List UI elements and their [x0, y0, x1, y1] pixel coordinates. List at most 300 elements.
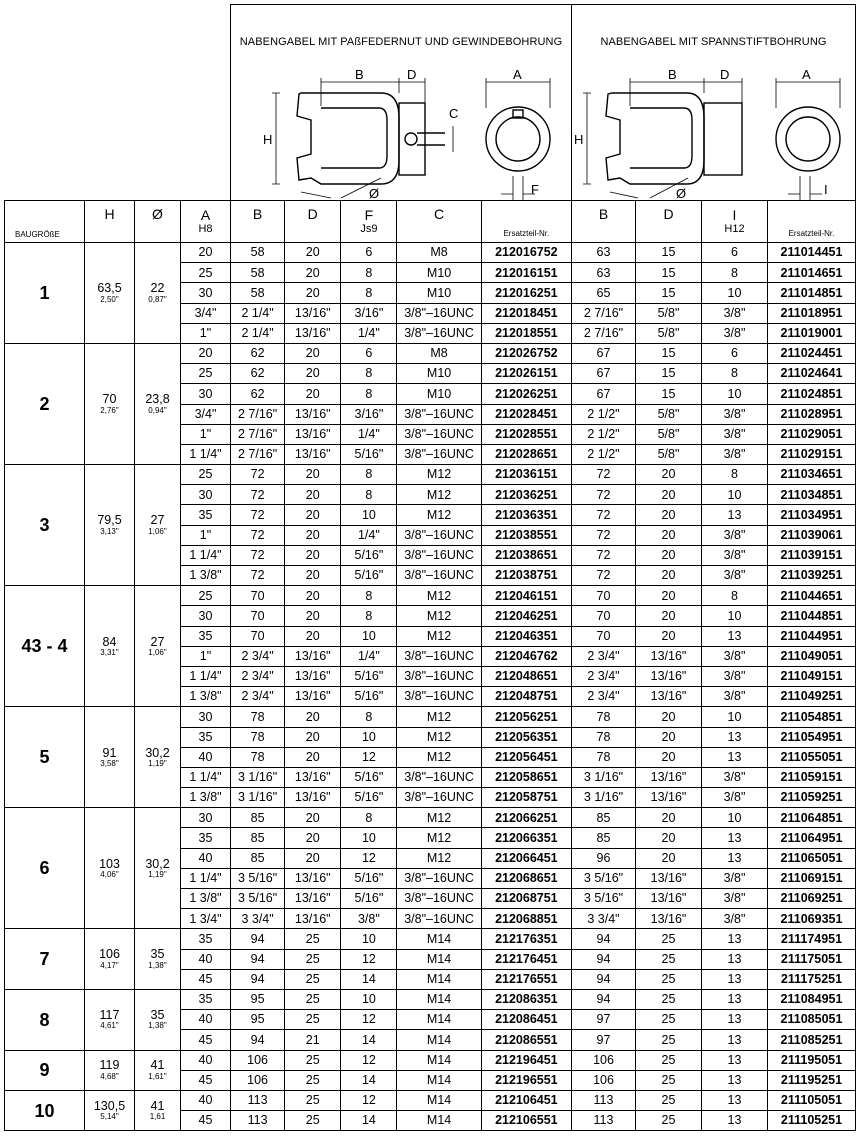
- cell-a: 1 1/4": [181, 767, 231, 787]
- cell-f: 8: [341, 384, 397, 404]
- cell-part-no-left: 212046251: [481, 606, 571, 626]
- cell-b: 58: [231, 283, 285, 303]
- cell-part-no-right: 211059251: [768, 788, 856, 808]
- cell-b2: 72: [572, 505, 636, 525]
- cell-c: M12: [397, 727, 481, 747]
- cell-d: 20: [285, 545, 341, 565]
- phi-cell: [135, 243, 181, 344]
- cell-d: 13/16": [285, 424, 341, 444]
- cell-d: 13/16": [285, 767, 341, 787]
- phi-cell-inch: 1,06": [148, 526, 167, 536]
- cell-b2: 113: [572, 1111, 636, 1131]
- cell-b: 94: [231, 969, 285, 989]
- cell-d: 13/16": [285, 323, 341, 343]
- cell-d: 20: [285, 848, 341, 868]
- figure-row: [5, 5, 856, 201]
- size-cell: 5: [5, 707, 85, 808]
- cell-a: 30: [181, 707, 231, 727]
- cell-part-no-left: 212068751: [481, 889, 571, 909]
- cell-b: 72: [231, 525, 285, 545]
- phi-cell-inch: 1,61": [148, 1071, 167, 1081]
- cell-d2: 20: [636, 747, 702, 767]
- cell-i: 13: [702, 848, 768, 868]
- phi-cell-inch: 1,38": [148, 1021, 167, 1031]
- cell-a: 40: [181, 1010, 231, 1030]
- cell-b: 58: [231, 263, 285, 283]
- cell-c: M14: [397, 969, 481, 989]
- cell-a: 3/4": [181, 303, 231, 323]
- cell-d: 13/16": [285, 909, 341, 929]
- cell-i: 10: [702, 283, 768, 303]
- h-cell-mm: 84: [102, 634, 117, 649]
- cell-a: 35: [181, 828, 231, 848]
- cell-i: 3/8": [702, 404, 768, 424]
- cell-a: 35: [181, 727, 231, 747]
- cell-f: 5/16": [341, 545, 397, 565]
- cell-d: 25: [285, 989, 341, 1009]
- cell-a: 45: [181, 1030, 231, 1050]
- cell-d2: 25: [636, 1090, 702, 1110]
- cell-b2: 106: [572, 1070, 636, 1090]
- h-cell-inch: 3,13": [100, 526, 119, 536]
- cell-b: 72: [231, 505, 285, 525]
- cell-part-no-right: 211029151: [768, 444, 856, 464]
- cell-c: M14: [397, 1030, 481, 1050]
- cell-b2: 94: [572, 929, 636, 949]
- cell-f: 14: [341, 969, 397, 989]
- cell-b2: 3 3/4": [572, 909, 636, 929]
- cell-part-no-left: 212176351: [481, 929, 571, 949]
- cell-b: 72: [231, 566, 285, 586]
- cell-f: 5/16": [341, 868, 397, 888]
- cell-part-no-right: 211069151: [768, 868, 856, 888]
- cell-part-no-right: 211084951: [768, 989, 856, 1009]
- cell-c: M12: [397, 586, 481, 606]
- cell-d: 20: [285, 283, 341, 303]
- cell-d: 20: [285, 586, 341, 606]
- cell-d2: 20: [636, 505, 702, 525]
- cell-d: 20: [285, 525, 341, 545]
- cell-d2: 15: [636, 384, 702, 404]
- h-cell: [85, 586, 135, 707]
- cell-part-no-left: 212028551: [481, 424, 571, 444]
- cell-part-no-left: 212106451: [481, 1090, 571, 1110]
- cell-c: M14: [397, 1090, 481, 1110]
- phi-cell-mm: 22: [150, 281, 165, 296]
- cell-d: 25: [285, 1070, 341, 1090]
- cell-a: 25: [181, 263, 231, 283]
- cell-b2: 63: [572, 263, 636, 283]
- cell-f: 10: [341, 989, 397, 1009]
- label-D: D: [407, 67, 417, 82]
- cell-b: 72: [231, 465, 285, 485]
- cell-i: 13: [702, 989, 768, 1009]
- cell-part-no-right: 211024641: [768, 364, 856, 384]
- cell-part-no-left: 212056451: [481, 747, 571, 767]
- label-phi-right: Ø: [676, 186, 687, 200]
- cell-a: 35: [181, 505, 231, 525]
- cell-d: 20: [285, 626, 341, 646]
- h-cell-inch: 3,31": [100, 648, 119, 657]
- cell-d: 13/16": [285, 404, 341, 424]
- cell-b2: 70: [572, 626, 636, 646]
- cell-b2: 106: [572, 1050, 636, 1070]
- cell-d2: 20: [636, 707, 702, 727]
- cell-d: 13/16": [285, 646, 341, 666]
- table-row: [5, 465, 856, 485]
- h-cell-mm: 91: [102, 745, 117, 760]
- cell-i: 6: [702, 243, 768, 263]
- cell-d2: 15: [636, 364, 702, 384]
- cell-i: 13: [702, 1111, 768, 1131]
- cell-part-no-left: 212068851: [481, 909, 571, 929]
- cell-d2: 15: [636, 263, 702, 283]
- cell-i: 3/8": [702, 525, 768, 545]
- cell-d: 20: [285, 727, 341, 747]
- cell-b: 2 7/16": [231, 424, 285, 444]
- blank-corner: [5, 5, 231, 201]
- cell-f: 1/4": [341, 525, 397, 545]
- h-cell-inch: 4,68": [100, 1071, 119, 1081]
- header-I: I H12: [702, 201, 768, 243]
- cell-f: 3/8": [341, 909, 397, 929]
- cell-i: 8: [702, 586, 768, 606]
- cell-a: 20: [181, 243, 231, 263]
- cell-part-no-left: 212026151: [481, 364, 571, 384]
- cell-a: 1": [181, 646, 231, 666]
- cell-b: 62: [231, 364, 285, 384]
- cell-b2: 94: [572, 969, 636, 989]
- cell-f: 8: [341, 606, 397, 626]
- cell-b2: 72: [572, 566, 636, 586]
- label-I-right: I: [824, 182, 828, 197]
- cell-part-no-right: 211105251: [768, 1111, 856, 1131]
- cell-f: 5/16": [341, 666, 397, 686]
- cell-c: M8: [397, 343, 481, 363]
- phi-cell-mm: 27: [150, 513, 165, 528]
- cell-i: 10: [702, 384, 768, 404]
- cell-f: 6: [341, 343, 397, 363]
- cell-b: 62: [231, 343, 285, 363]
- cell-part-no-right: 211018951: [768, 303, 856, 323]
- cell-f: 12: [341, 1090, 397, 1110]
- cell-a: 1 1/4": [181, 545, 231, 565]
- cell-i: 13: [702, 828, 768, 848]
- cell-f: 12: [341, 949, 397, 969]
- cell-i: 3/8": [702, 788, 768, 808]
- cell-c: 3/8"–16UNC: [397, 666, 481, 686]
- cell-part-no-left: 212038551: [481, 525, 571, 545]
- cell-d2: 20: [636, 545, 702, 565]
- h-cell-mm: 106: [99, 947, 120, 962]
- cell-d: 20: [285, 505, 341, 525]
- cell-c: M14: [397, 1070, 481, 1090]
- cell-d2: 15: [636, 343, 702, 363]
- cell-b: 85: [231, 848, 285, 868]
- cell-a: 40: [181, 1050, 231, 1070]
- cell-b2: 78: [572, 747, 636, 767]
- cell-part-no-left: 212068651: [481, 868, 571, 888]
- cell-b: 3 3/4": [231, 909, 285, 929]
- cell-part-no-right: 211054851: [768, 707, 856, 727]
- cell-f: 8: [341, 586, 397, 606]
- label-A-right: A: [802, 67, 811, 82]
- cell-d: 13/16": [285, 788, 341, 808]
- cell-part-no-right: 211039251: [768, 566, 856, 586]
- cell-f: 10: [341, 929, 397, 949]
- cell-i: 3/8": [702, 323, 768, 343]
- cell-f: 8: [341, 364, 397, 384]
- label-B: B: [355, 67, 364, 82]
- cell-part-no-left: 212038751: [481, 566, 571, 586]
- cell-f: 5/16": [341, 687, 397, 707]
- cell-f: 10: [341, 727, 397, 747]
- header-baugroesse: BAUGRÖßE: [5, 201, 85, 243]
- phi-cell-inch: 1,06": [148, 648, 167, 657]
- cell-part-no-left: 212086451: [481, 1010, 571, 1030]
- cell-c: 3/8"–16UNC: [397, 525, 481, 545]
- cell-part-no-left: 212036351: [481, 505, 571, 525]
- table-row: [5, 243, 856, 263]
- cell-a: 40: [181, 848, 231, 868]
- cell-d2: 20: [636, 586, 702, 606]
- cell-a: 40: [181, 1090, 231, 1110]
- cell-b: 78: [231, 747, 285, 767]
- cell-b2: 2 1/2": [572, 424, 636, 444]
- phi-cell-mm: 30,2: [145, 856, 170, 871]
- cell-b: 3 1/16": [231, 788, 285, 808]
- h-cell-inch: 2,76": [100, 405, 119, 415]
- cell-c: M12: [397, 465, 481, 485]
- phi-cell: [135, 343, 181, 464]
- cell-d: 25: [285, 1111, 341, 1131]
- cell-b2: 97: [572, 1010, 636, 1030]
- cell-d2: 20: [636, 808, 702, 828]
- cell-part-no-right: 211049051: [768, 646, 856, 666]
- phi-cell-mm: 35: [150, 1007, 165, 1022]
- cell-b2: 65: [572, 283, 636, 303]
- cell-d2: 25: [636, 1070, 702, 1090]
- cell-part-no-right: 211039151: [768, 545, 856, 565]
- cell-b2: 70: [572, 586, 636, 606]
- cell-i: 13: [702, 505, 768, 525]
- h-cell-mm: 117: [99, 1007, 120, 1022]
- cell-part-no-left: 212176451: [481, 949, 571, 969]
- cell-part-no-right: 211049151: [768, 666, 856, 686]
- cell-c: M10: [397, 283, 481, 303]
- cell-d: 20: [285, 384, 341, 404]
- cell-part-no-right: 211175251: [768, 969, 856, 989]
- cell-b2: 94: [572, 949, 636, 969]
- cell-c: M14: [397, 949, 481, 969]
- cell-b2: 96: [572, 848, 636, 868]
- cell-part-no-right: 211059151: [768, 767, 856, 787]
- label-A: A: [513, 67, 522, 82]
- cell-b: 94: [231, 929, 285, 949]
- size-cell: 9: [5, 1050, 85, 1090]
- figure-right: [572, 5, 856, 201]
- h-cell-mm: 79,5: [97, 513, 122, 528]
- cell-b2: 72: [572, 545, 636, 565]
- cell-d: 20: [285, 606, 341, 626]
- cell-b2: 78: [572, 727, 636, 747]
- cell-part-no-left: 212028451: [481, 404, 571, 424]
- size-cell: 2: [5, 343, 85, 464]
- cell-b2: 67: [572, 364, 636, 384]
- cell-a: 45: [181, 1111, 231, 1131]
- cell-i: 13: [702, 626, 768, 646]
- spec-table: [4, 4, 856, 1131]
- cell-a: 30: [181, 384, 231, 404]
- cell-i: 13: [702, 1010, 768, 1030]
- cell-d: 20: [285, 707, 341, 727]
- phi-cell: [135, 929, 181, 990]
- phi-cell-inch: 1,19": [148, 870, 167, 880]
- cell-i: 3/8": [702, 646, 768, 666]
- cell-d2: 15: [636, 243, 702, 263]
- cell-d: 20: [285, 343, 341, 363]
- h-cell-mm: 63,5: [97, 281, 122, 296]
- header-ersatz-right: Ersatzteil-Nr.: [768, 201, 856, 243]
- cell-d: 25: [285, 1050, 341, 1070]
- cell-c: M10: [397, 364, 481, 384]
- cell-d: 13/16": [285, 444, 341, 464]
- cell-d2: 15: [636, 283, 702, 303]
- cell-d2: 25: [636, 949, 702, 969]
- phi-cell: [135, 989, 181, 1050]
- cell-b: 72: [231, 485, 285, 505]
- header-row: [5, 201, 856, 243]
- header-A: A H8: [181, 201, 231, 243]
- cell-d: 25: [285, 1090, 341, 1110]
- cell-part-no-right: 211044951: [768, 626, 856, 646]
- cell-part-no-right: 211105051: [768, 1090, 856, 1110]
- cell-b: 94: [231, 949, 285, 969]
- cell-c: 3/8"–16UNC: [397, 545, 481, 565]
- header-H: H: [85, 201, 135, 243]
- size-cell: 8: [5, 989, 85, 1050]
- cell-part-no-right: 211028951: [768, 404, 856, 424]
- h-cell: [85, 989, 135, 1050]
- cell-c: M12: [397, 707, 481, 727]
- cell-part-no-right: 211044651: [768, 586, 856, 606]
- cell-b: 70: [231, 586, 285, 606]
- cell-d: 20: [285, 828, 341, 848]
- cell-c: 3/8"–16UNC: [397, 687, 481, 707]
- cell-part-no-right: 211024451: [768, 343, 856, 363]
- cell-f: 8: [341, 707, 397, 727]
- cell-i: 3/8": [702, 566, 768, 586]
- cell-i: 13: [702, 1070, 768, 1090]
- cell-b: 3 5/16": [231, 889, 285, 909]
- phi-cell-mm: 41: [150, 1098, 165, 1113]
- cell-f: 3/16": [341, 404, 397, 424]
- cell-i: 10: [702, 707, 768, 727]
- cell-a: 1": [181, 323, 231, 343]
- cell-a: 1 3/8": [181, 889, 231, 909]
- h-cell: [85, 465, 135, 586]
- cell-f: 5/16": [341, 788, 397, 808]
- cell-d: 13/16": [285, 868, 341, 888]
- cell-f: 14: [341, 1111, 397, 1131]
- cell-part-no-left: 212016752: [481, 243, 571, 263]
- cell-d2: 5/8": [636, 424, 702, 444]
- cell-a: 45: [181, 969, 231, 989]
- cell-b: 58: [231, 243, 285, 263]
- cell-d: 25: [285, 929, 341, 949]
- cell-i: 3/8": [702, 767, 768, 787]
- cell-d: 20: [285, 364, 341, 384]
- cell-part-no-left: 212048651: [481, 666, 571, 686]
- cell-d: 20: [285, 808, 341, 828]
- cell-part-no-left: 212026251: [481, 384, 571, 404]
- phi-cell: [135, 707, 181, 808]
- cell-b2: 2 1/2": [572, 404, 636, 424]
- cell-b2: 2 7/16": [572, 303, 636, 323]
- cell-part-no-right: 211014651: [768, 263, 856, 283]
- cell-c: M12: [397, 808, 481, 828]
- cell-c: M14: [397, 1010, 481, 1030]
- cell-b2: 3 1/16": [572, 788, 636, 808]
- cell-d2: 20: [636, 727, 702, 747]
- cell-d2: 5/8": [636, 323, 702, 343]
- cell-d: 25: [285, 969, 341, 989]
- h-cell: [85, 243, 135, 344]
- cell-f: 6: [341, 243, 397, 263]
- cell-c: 3/8"–16UNC: [397, 909, 481, 929]
- cell-b: 95: [231, 989, 285, 1009]
- header-B: B: [231, 201, 285, 243]
- h-cell-inch: 4,06": [100, 870, 119, 880]
- header-D-right: D: [636, 201, 702, 243]
- phi-cell-inch: 0,87": [148, 294, 167, 304]
- cell-b2: 72: [572, 485, 636, 505]
- phi-cell-inch: 1,38": [148, 960, 167, 970]
- cell-b2: 3 5/16": [572, 889, 636, 909]
- cell-b: 94: [231, 1030, 285, 1050]
- cell-b2: 3 5/16": [572, 868, 636, 888]
- cell-part-no-left: 212066251: [481, 808, 571, 828]
- h-cell-inch: 5,14": [100, 1112, 119, 1122]
- cell-f: 10: [341, 828, 397, 848]
- label-D-right: D: [720, 67, 730, 82]
- cell-d2: 20: [636, 465, 702, 485]
- fork-keyway-drawing: [231, 48, 571, 200]
- phi-cell: [135, 808, 181, 929]
- cell-c: M10: [397, 263, 481, 283]
- cell-part-no-left: 212036251: [481, 485, 571, 505]
- cell-b: 2 3/4": [231, 646, 285, 666]
- cell-d2: 25: [636, 1030, 702, 1050]
- cell-f: 3/16": [341, 303, 397, 323]
- header-B-right: B: [572, 201, 636, 243]
- cell-part-no-left: 212036151: [481, 465, 571, 485]
- cell-c: M14: [397, 1050, 481, 1070]
- cell-part-no-right: 211069351: [768, 909, 856, 929]
- cell-f: 1/4": [341, 323, 397, 343]
- cell-c: 3/8"–16UNC: [397, 566, 481, 586]
- h-cell: [85, 929, 135, 990]
- cell-b2: 2 3/4": [572, 666, 636, 686]
- cell-b: 72: [231, 545, 285, 565]
- cell-a: 40: [181, 949, 231, 969]
- cell-b2: 85: [572, 808, 636, 828]
- cell-part-no-right: 211019001: [768, 323, 856, 343]
- cell-b2: 2 3/4": [572, 687, 636, 707]
- cell-d2: 20: [636, 828, 702, 848]
- header-phi: Ø: [135, 201, 181, 243]
- cell-b: 78: [231, 727, 285, 747]
